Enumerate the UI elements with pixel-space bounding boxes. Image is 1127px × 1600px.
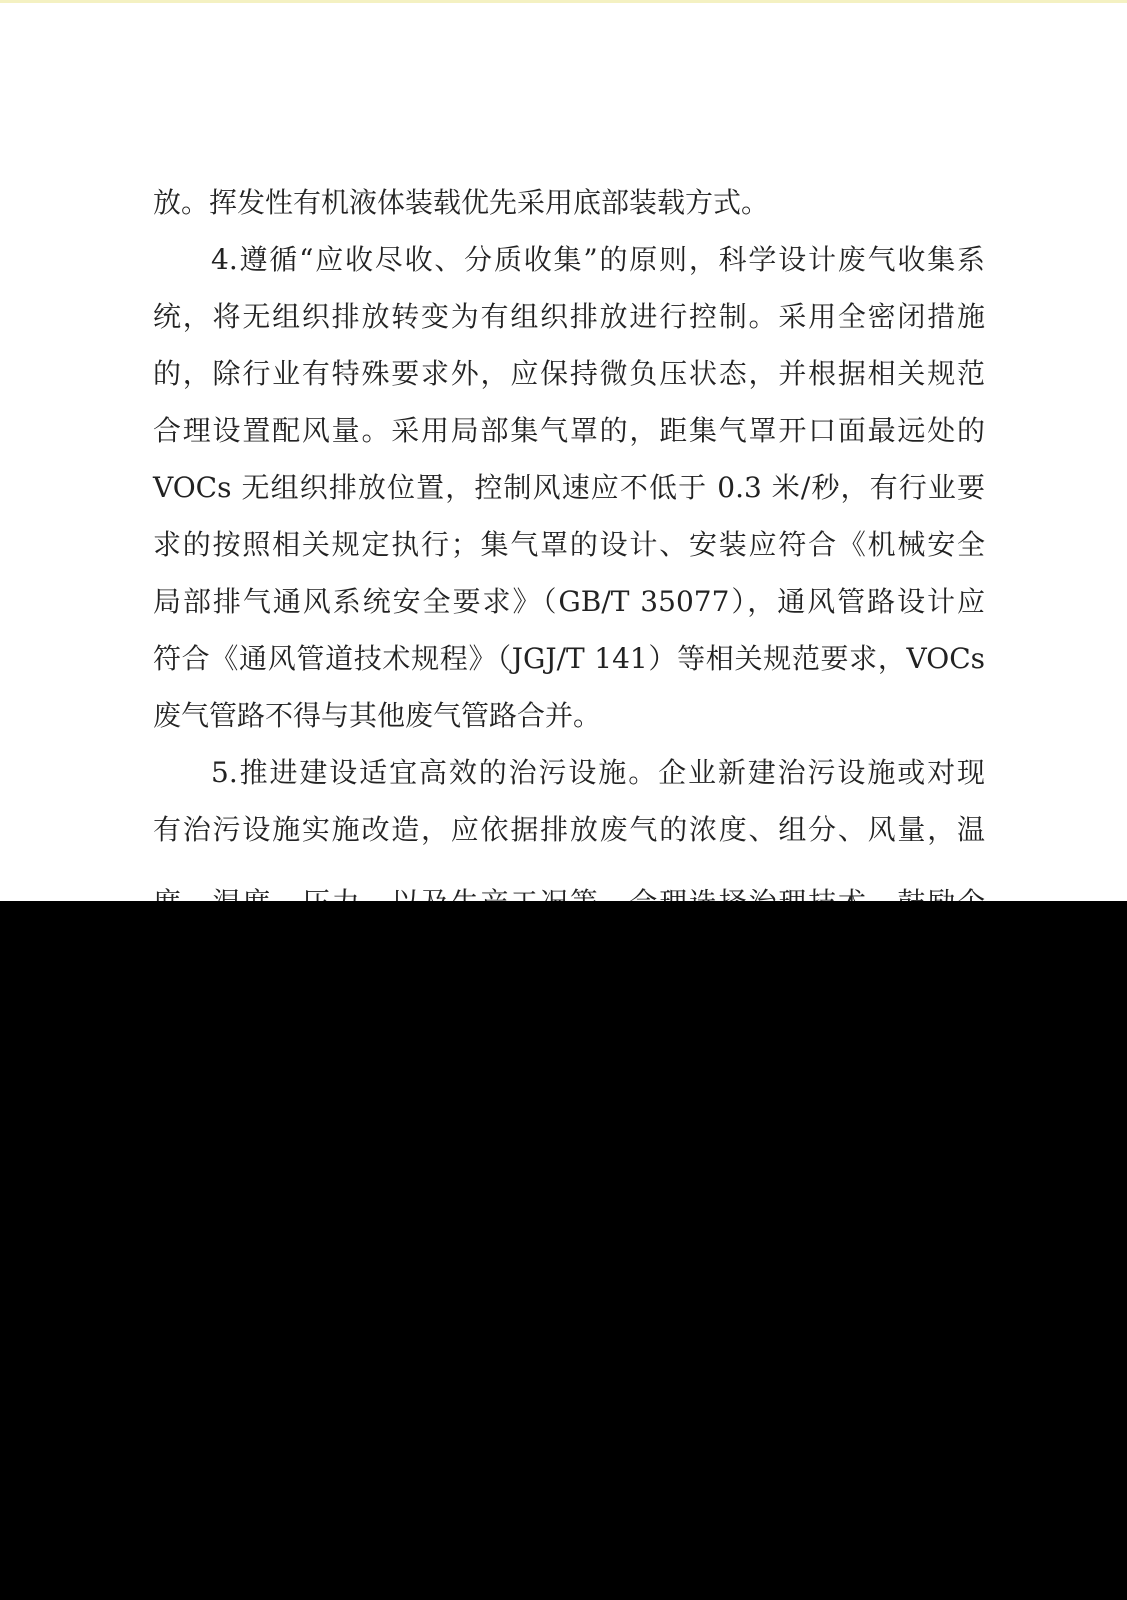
paragraph-4-line-4: 合理设置配风量。采用局部集气罩的，距集气罩开口面最远处的 — [153, 414, 985, 447]
paragraph-4-line-1: 4.遵循“应收尽收、分质收集”的原则，科学设计废气收集系 — [211, 243, 985, 276]
page-top-edge — [0, 0, 1127, 3]
paragraph-4-line-7: 局部排气通风系统安全要求》（GB/T 35077），通风管路设计应 — [153, 585, 985, 618]
paragraph-4-line-8: 符合《通风管道技术规程》（JGJ/T 141）等相关规范要求，VOCs — [153, 642, 985, 675]
paragraph-4-line-2: 统，将无组织排放转变为有组织排放进行控制。采用全密闭措施 — [153, 300, 985, 333]
paragraph-3-line-end: 放。挥发性有机液体装载优先采用底部装载方式。 — [153, 186, 770, 219]
paragraph-4-line-6: 求的按照相关规定执行；集气罩的设计、安装应符合《机械安全 — [153, 528, 985, 561]
paragraph-5-line-2: 有治污设施实施改造，应依据排放废气的浓度、组分、风量，温 — [153, 813, 985, 846]
paragraph-5-line-1: 5.推进建设适宜高效的治污设施。企业新建治污设施或对现 — [211, 756, 985, 789]
black-redaction-area — [0, 901, 1127, 1600]
paragraph-5-line-3-cut — [153, 883, 985, 901]
paragraph-4-line-5: VOCs 无组织排放位置，控制风速应不低于 0.3 米/秒，有行业要 — [153, 471, 985, 504]
paragraph-4-line-3: 的，除行业有特殊要求外，应保持微负压状态，并根据相关规范 — [153, 357, 985, 390]
paragraph-4-line-9: 废气管路不得与其他废气管路合并。 — [153, 699, 602, 732]
